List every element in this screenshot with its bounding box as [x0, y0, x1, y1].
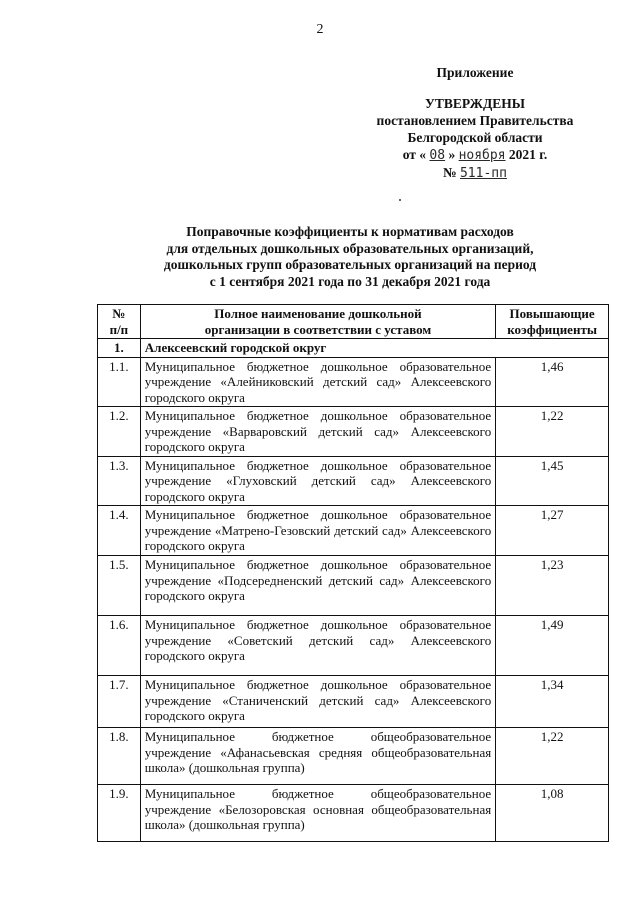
row-coef: 1,22 [496, 728, 609, 785]
header-num [98, 305, 141, 339]
row-name: Муниципальное бюджетное дошкольное образовательное учреждение «Станиченский детский сад» Алексеевского городского округа [140, 676, 495, 728]
row-num: 1.5. [98, 556, 141, 616]
row-coef: 1,08 [496, 785, 609, 842]
date-prefix: от « [402, 147, 427, 162]
approved-by-line2: Белгородской области [407, 130, 543, 145]
title-line1: Поправочные коэффициенты к нормативам расходов [186, 224, 514, 239]
title-line4: с 1 сентября 2021 года по 31 декабря 2021 года [209, 273, 491, 289]
row-coef: 1,23 [496, 556, 609, 616]
header-name-line1: Полное наименование дошкольной [214, 306, 422, 321]
approved-heading: УТВЕРЖДЕНЫ [424, 96, 526, 111]
row-coef: 1,22 [496, 407, 609, 457]
row-name: Муниципальное бюджетное дошкольное образовательное учреждение «Советский детский сад» Алексеевского городского округа [140, 616, 495, 676]
row-num: 1.2. [98, 407, 141, 457]
header-coef-line2: коэффициенты [507, 321, 597, 337]
title-line3: дошкольных групп образовательных организаций на период [163, 257, 537, 272]
header-coef-line1: Повышающие [509, 306, 595, 321]
table-row [98, 506, 609, 556]
row-coef: 1,46 [496, 357, 609, 407]
page-number: 2 [316, 22, 324, 37]
table-header-row [98, 305, 609, 339]
row-num: 1.9. [98, 785, 141, 842]
row-name: Муниципальное бюджетное общеобразовательное учреждение «Белозоровская основная общеобразовательная школа» (дошкольная группа) [140, 785, 495, 842]
row-name: Муниципальное бюджетное дошкольное образовательное учреждение «Варваровский детский сад» Алексеевского городского округа [140, 407, 495, 457]
header-name-line2: организации в соответствии с уставом [204, 321, 432, 337]
date-year: 2021 г. [508, 147, 548, 162]
group-name: Алексеевский городской округ [140, 339, 608, 358]
row-coef: 1,27 [496, 506, 609, 556]
group-num: 1. [98, 339, 141, 358]
row-coef: 1,45 [496, 456, 609, 506]
stray-dot [399, 199, 401, 201]
header-num-line1: № [112, 306, 126, 321]
row-name: Муниципальное бюджетное общеобразовательное учреждение «Афанасьевская средняя общеобразовательная школа» (дошкольная группа) [140, 728, 495, 785]
number-value: 511-пп [459, 166, 507, 181]
title-line2: для отдельных дошкольных образовательных организаций, [166, 240, 534, 256]
number-prefix: № [443, 165, 457, 180]
table-row [98, 407, 609, 457]
table-row [98, 616, 609, 676]
row-name: Муниципальное бюджетное дошкольное образовательное учреждение «Матрено-Гезовский детский сад» Алексеевского городского округа [140, 506, 495, 556]
header-name [140, 305, 495, 339]
row-num: 1.6. [98, 616, 141, 676]
row-name: Муниципальное бюджетное дошкольное образовательное учреждение «Глуховский детский сад» Алексеевского городского округа [140, 456, 495, 506]
row-name: Муниципальное бюджетное дошкольное образовательное учреждение «Подсередненский детский сад» Алексеевского городского округа [140, 556, 495, 616]
document-title [60, 224, 640, 290]
row-num: 1.3. [98, 456, 141, 506]
row-coef: 1,49 [496, 616, 609, 676]
header-coef [496, 305, 609, 339]
approval-block [360, 95, 590, 182]
table-row [98, 357, 609, 407]
row-num: 1.4. [98, 506, 141, 556]
approved-by-line1: постановлением Правительства [376, 113, 574, 128]
date-day: 08 [429, 148, 446, 163]
row-num: 1.7. [98, 676, 141, 728]
row-num: 1.1. [98, 357, 141, 407]
coefficients-table [97, 304, 609, 842]
header-num-line2: п/п [109, 321, 129, 337]
row-coef: 1,34 [496, 676, 609, 728]
table-row [98, 728, 609, 785]
annex-label [360, 64, 590, 81]
row-name: Муниципальное бюджетное дошкольное образовательное учреждение «Алейниковский детский сад» Алексеевского городского округа [140, 357, 495, 407]
table-row [98, 556, 609, 616]
approval-date [360, 146, 590, 164]
group-row [98, 339, 609, 358]
date-mid: » [448, 147, 456, 162]
table-row [98, 676, 609, 728]
approval-number [360, 164, 590, 182]
table-row [98, 456, 609, 506]
date-month: ноября [458, 148, 506, 163]
row-num: 1.8. [98, 728, 141, 785]
annex-text: Приложение [436, 65, 514, 80]
table-row [98, 785, 609, 842]
